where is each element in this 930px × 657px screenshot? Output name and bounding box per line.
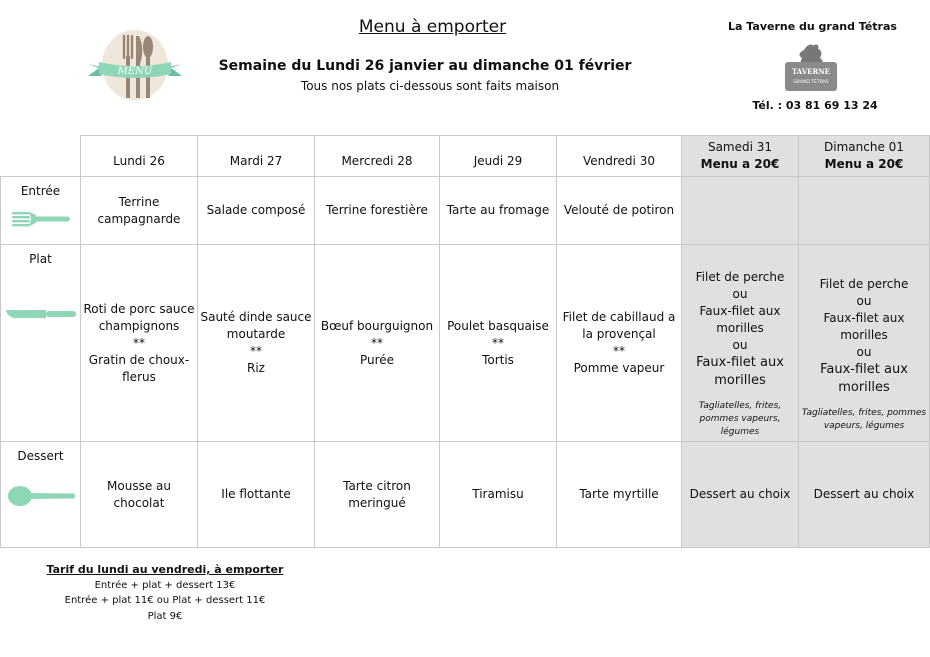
entree-saturday: [682, 177, 799, 245]
day-header-sunday: [799, 136, 930, 177]
entree-row: [1, 177, 930, 245]
day-label: Samedi 31: [707, 140, 773, 154]
menu-logo-text: MENU: [117, 66, 153, 77]
plat-wednesday: Bœuf bourguignon ** Purée: [315, 245, 440, 442]
page-title: Menu à emporter: [358, 17, 507, 37]
taverne-logo-subtext: GRAND TÉTRAS: [793, 80, 829, 85]
dessert-tuesday: Ile flottante: [198, 442, 315, 548]
entree-friday: Velouté de potiron: [557, 177, 682, 245]
tarif-section: [20, 562, 310, 624]
entree-sunday: [799, 177, 930, 245]
taverne-logo: [782, 38, 840, 93]
tarif-line: Plat 9€: [147, 610, 183, 622]
plat-sunday: Filet de perche ou Faux-filet aux morilles ou Faux-filet aux morilles Tagliatelles, frites, pommes vapeurs, légumes: [799, 245, 930, 442]
dessert-friday: Tarte myrtille: [557, 442, 682, 548]
row-label-entree: Entrée: [1, 177, 81, 245]
plat-row: [1, 245, 930, 442]
row-label-dessert: Dessert: [1, 442, 81, 548]
day-header-friday: Vendredi 30: [557, 136, 682, 177]
entree-wednesday: Terrine forestière: [315, 177, 440, 245]
subtitle: Tous nos plats ci-dessous sont faits maison: [300, 79, 560, 93]
tarif-line: Entrée + plat 11€ ou Plat + dessert 11€: [64, 595, 266, 606]
plat-thursday: Poulet basquaise ** Tortis: [440, 245, 557, 442]
entree-monday: Terrine campagnarde: [81, 177, 198, 245]
plat-monday: Roti de porc sauce champignons ** Gratin de choux-flerus: [81, 245, 198, 442]
dessert-sunday: Dessert au choix: [799, 442, 930, 548]
taverne-logo-text: TAVERNE: [791, 67, 831, 76]
plat-saturday: Filet de perche ou Faux-filet aux morilles ou Faux-filet aux morilles Tagliatelles, frites, pommes vapeurs, légumes: [682, 245, 799, 442]
entree-thursday: Tarte au fromage: [440, 177, 557, 245]
spoon-icon: [6, 483, 76, 509]
corner-cell: [1, 136, 81, 177]
tarif-line: Entrée + plat + dessert 13€: [94, 579, 236, 591]
restaurant-name: La Taverne du grand Tétras: [728, 20, 897, 33]
dessert-monday: Mousse au chocolat: [81, 442, 198, 548]
plat-friday: Filet de cabillaud a la provençal ** Pomme vapeur: [557, 245, 682, 442]
weekend-menu-price: Menu a 20€: [700, 157, 780, 171]
dessert-saturday: Dessert au choix: [682, 442, 799, 548]
knife-icon: [4, 308, 78, 320]
entree-tuesday: Salade composé: [198, 177, 315, 245]
fork-icon: [10, 210, 72, 228]
dessert-wednesday: Tarte citron meringué: [315, 442, 440, 548]
weekend-sides: Tagliatelles, frites, pommes vapeurs, légumes: [698, 401, 782, 437]
dessert-row: [1, 442, 930, 548]
week-heading: Semaine du Lundi 26 janvier au dimanche 01 février: [218, 58, 632, 74]
day-header-saturday: [682, 136, 799, 177]
menu-logo: [85, 28, 185, 103]
day-label: Dimanche 01: [824, 140, 904, 154]
phone-number: Tél. : 03 81 69 13 24: [752, 99, 878, 112]
menu-table: [0, 135, 930, 548]
tarif-title: Tarif du lundi au vendredi, à emporter: [46, 563, 284, 576]
weekend-menu-price: Menu a 20€: [824, 157, 904, 171]
day-header-monday: Lundi 26: [81, 136, 198, 177]
day-header-wednesday: Mercredi 28: [315, 136, 440, 177]
day-header-row: [1, 136, 930, 177]
day-header-thursday: Jeudi 29: [440, 136, 557, 177]
dessert-thursday: Tiramisu: [440, 442, 557, 548]
row-label-plat: Plat: [1, 245, 81, 442]
day-header-tuesday: Mardi 27: [198, 136, 315, 177]
plat-tuesday: Sauté dinde sauce moutarde ** Riz: [198, 245, 315, 442]
weekend-sides: Tagliatelles, frites, pommes vapeurs, légumes: [801, 407, 927, 431]
